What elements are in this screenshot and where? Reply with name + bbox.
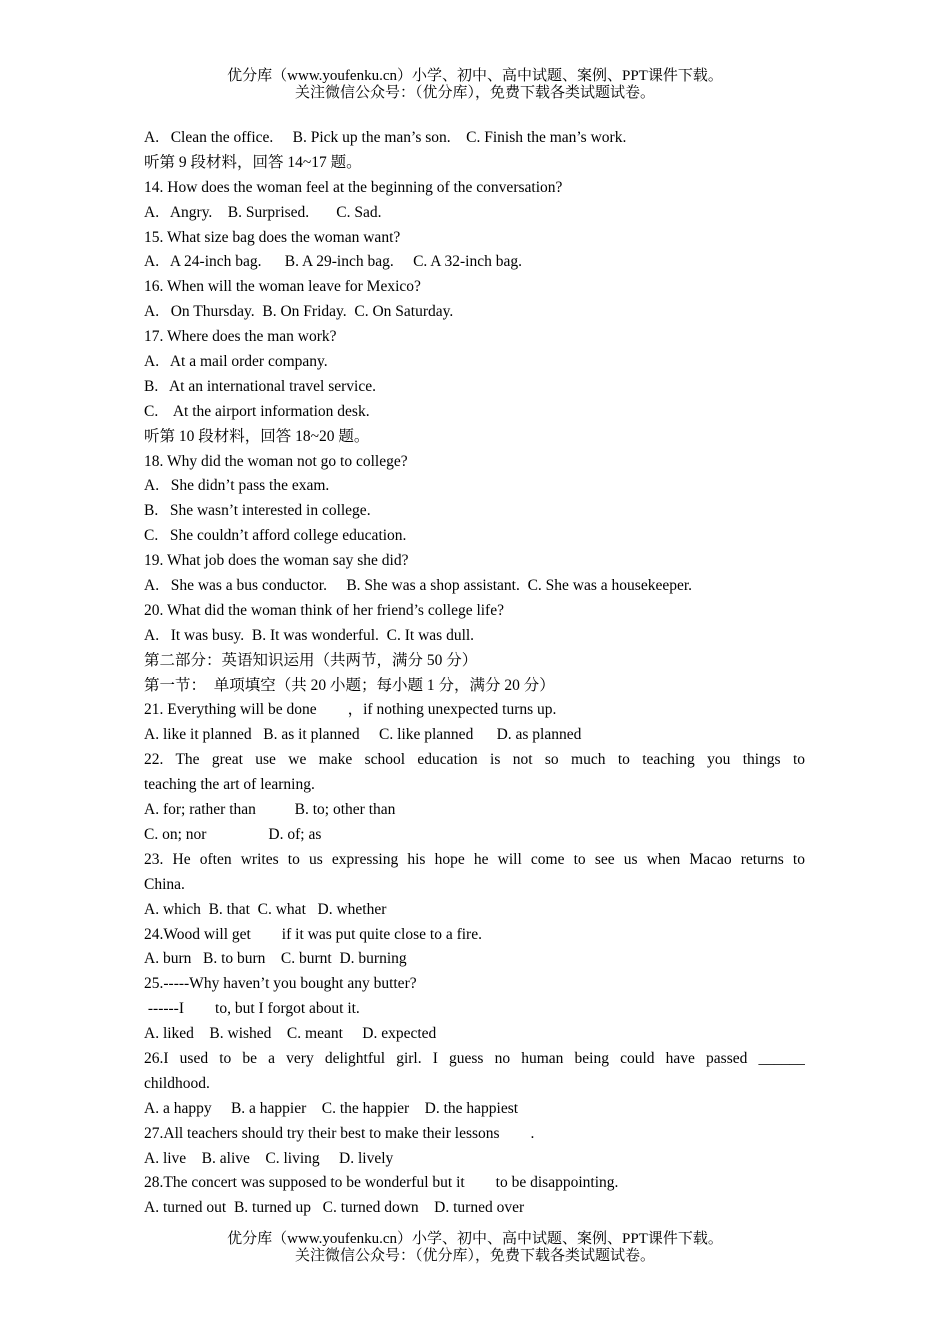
question-18: 18. Why did the woman not go to college? <box>144 452 408 470</box>
question-20: 20. What did the woman think of her friend’s college life? <box>144 601 504 619</box>
question-26: 26.I used to be a very delightful girl. I guess no human being could have passed ______ <box>144 1049 805 1067</box>
question-21: 21. Everything will be done ，if nothing unexpected turns up. <box>144 701 557 719</box>
question-26-cont: childhood. <box>144 1074 210 1092</box>
option-17c: C. At the airport information desk. <box>144 402 370 420</box>
options-14: A. Angry. B. Surprised. C. Sad. <box>144 203 382 221</box>
header-line-2: 关注微信公众号：（优分库），免费下载各类试题试卷。 <box>294 85 655 101</box>
options-22-ab: A. for; rather than B. to; other than <box>144 801 396 819</box>
question-28: 28.The concert was supposed to be wonderful but it to be disappointing. <box>144 1174 619 1192</box>
footer-line-2: 关注微信公众号：（优分库），免费下载各类试题试卷。 <box>294 1248 655 1264</box>
options-28: A. turned out B. turned up C. turned down D. turned over <box>144 1199 525 1217</box>
options-15: A. A 24-inch bag. B. A 29-inch bag. C. A 32-inch bag. <box>144 253 523 271</box>
question-24: 24.Wood will get if it was put quite close to a fire. <box>144 925 482 943</box>
options-21: A. like it planned B. as it planned C. like planned D. as planned <box>144 726 582 744</box>
options-22-cd: C. on; nor D. of; as <box>144 825 322 843</box>
section-heading: 第一节： 单项填空（共 20 小题；每小题 1 分，满分 20 分） <box>144 676 555 694</box>
question-22-cont: teaching the art of learning. <box>144 776 315 794</box>
document-body <box>144 126 805 1221</box>
question-19: 19. What job does the woman say she did? <box>144 552 409 570</box>
header-line-1: 优分库（www.youfenku.cn）小学、初中、高中试题、案例、PPT课件下载。 <box>227 68 723 84</box>
section-instruction: 听第 10 段材料，回答 18~20 题。 <box>144 427 370 445</box>
options-16: A. On Thursday. B. On Friday. C. On Saturday. <box>144 303 454 321</box>
option-17a: A. At a mail order company. <box>144 353 328 371</box>
question-22: 22. The great use we make school education is not so much to teaching you things to <box>144 751 805 769</box>
option-18c: C. She couldn’t afford college education. <box>144 527 407 545</box>
text-line: A. Clean the office. B. Pick up the man’s son. C. Finish the man’s work. <box>144 129 627 146</box>
question-27: 27.All teachers should try their best to make their lessons . <box>144 1124 535 1142</box>
options-26: A. a happy B. a happier C. the happier D. the happiest <box>144 1099 519 1117</box>
question-17: 17. Where does the man work? <box>144 328 337 346</box>
question-25-reply: ------I to, but I forgot about it. <box>144 1000 360 1018</box>
options-20: A. It was busy. B. It was wonderful. C. It was dull. <box>144 626 475 644</box>
question-16: 16. When will the woman leave for Mexico? <box>144 278 421 296</box>
options-27: A. live B. alive C. living D. lively <box>144 1149 394 1167</box>
part-heading: 第二部分：英语知识运用（共两节，满分 50 分） <box>144 651 478 669</box>
question-14: 14. How does the woman feel at the beginning of the conversation? <box>144 178 563 196</box>
option-18b: B. She wasn’t interested in college. <box>144 502 371 520</box>
options-24: A. burn B. to burn C. burnt D. burning <box>144 950 407 968</box>
page-footer <box>0 1231 950 1265</box>
options-25: A. liked B. wished C. meant D. expected <box>144 1025 437 1043</box>
option-17b: B. At an international travel service. <box>144 377 376 395</box>
question-23: 23. He often writes to us expressing his hope he will come to see us when Macao returns to <box>144 850 805 868</box>
question-25: 25.-----Why haven’t you bought any butter? <box>144 975 417 993</box>
option-18a: A. She didn’t pass the exam. <box>144 477 330 495</box>
options-23: A. which B. that C. what D. whether <box>144 900 387 918</box>
question-15: 15. What size bag does the woman want? <box>144 228 401 246</box>
page-header <box>0 68 950 102</box>
section-instruction: 听第 9 段材料，回答 14~17 题。 <box>144 153 362 171</box>
footer-line-1: 优分库（www.youfenku.cn）小学、初中、高中试题、案例、PPT课件下载。 <box>227 1231 723 1247</box>
question-23-cont: China. <box>144 875 185 893</box>
options-19: A. She was a bus conductor. B. She was a shop assistant. C. She was a housekeeper. <box>144 577 693 595</box>
